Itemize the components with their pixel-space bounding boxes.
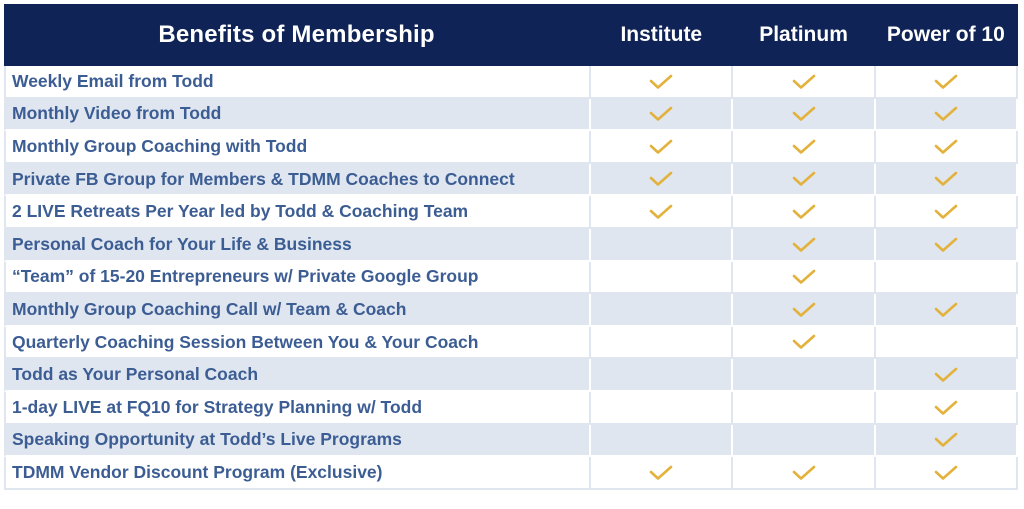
tier-cell-platinum bbox=[733, 229, 875, 262]
check-icon bbox=[934, 74, 958, 90]
tier-cell-platinum bbox=[733, 457, 875, 490]
table-row bbox=[4, 425, 1018, 458]
benefit-label: 1-day LIVE at FQ10 for Strategy Planning w/ Todd bbox=[4, 392, 591, 425]
table-row bbox=[4, 262, 1018, 295]
tier-cell-institute bbox=[591, 229, 733, 262]
check-icon bbox=[792, 237, 816, 253]
check-icon bbox=[934, 367, 958, 383]
check-icon bbox=[792, 465, 816, 481]
check-icon bbox=[934, 139, 958, 155]
tier-cell-power-of-10 bbox=[876, 457, 1018, 490]
benefit-label: “Team” of 15-20 Entrepreneurs w/ Private Google Group bbox=[4, 262, 591, 295]
check-icon bbox=[649, 74, 673, 90]
tier-header-institute: Institute bbox=[591, 4, 733, 66]
tier-cell-institute bbox=[591, 359, 733, 392]
tier-cell-institute bbox=[591, 294, 733, 327]
check-icon bbox=[792, 269, 816, 285]
benefit-label: Private FB Group for Members & TDMM Coaches to Connect bbox=[4, 164, 591, 197]
table-row bbox=[4, 457, 1018, 490]
tier-cell-power-of-10 bbox=[876, 262, 1018, 295]
tier-cell-platinum bbox=[733, 425, 875, 458]
benefit-label: Monthly Group Coaching Call w/ Team & Coach bbox=[4, 294, 591, 327]
tier-cell-power-of-10 bbox=[876, 131, 1018, 164]
tier-cell-institute bbox=[591, 131, 733, 164]
tier-cell-institute bbox=[591, 425, 733, 458]
benefit-label: Quarterly Coaching Session Between You & Your Coach bbox=[4, 327, 591, 360]
check-icon bbox=[934, 432, 958, 448]
benefit-label: Personal Coach for Your Life & Business bbox=[4, 229, 591, 262]
tier-cell-power-of-10 bbox=[876, 229, 1018, 262]
benefits-column-header: Benefits of Membership bbox=[4, 4, 591, 66]
tier-cell-platinum bbox=[733, 359, 875, 392]
table-row bbox=[4, 99, 1018, 132]
benefit-label: Monthly Video from Todd bbox=[4, 99, 591, 132]
tier-cell-power-of-10 bbox=[876, 196, 1018, 229]
tier-cell-power-of-10 bbox=[876, 164, 1018, 197]
tier-cell-platinum bbox=[733, 131, 875, 164]
tier-cell-power-of-10 bbox=[876, 392, 1018, 425]
tier-cell-platinum bbox=[733, 164, 875, 197]
tier-cell-platinum bbox=[733, 66, 875, 99]
check-icon bbox=[934, 204, 958, 220]
check-icon bbox=[792, 334, 816, 350]
tier-cell-institute bbox=[591, 457, 733, 490]
check-icon bbox=[649, 171, 673, 187]
check-icon bbox=[649, 204, 673, 220]
tier-cell-institute bbox=[591, 262, 733, 295]
check-icon bbox=[649, 139, 673, 155]
tier-cell-power-of-10 bbox=[876, 425, 1018, 458]
benefit-label: TDMM Vendor Discount Program (Exclusive) bbox=[4, 457, 591, 490]
table-row bbox=[4, 164, 1018, 197]
table-row bbox=[4, 392, 1018, 425]
tier-cell-platinum bbox=[733, 99, 875, 132]
check-icon bbox=[934, 302, 958, 318]
tier-cell-power-of-10 bbox=[876, 359, 1018, 392]
membership-benefits-table bbox=[4, 4, 1018, 490]
tier-cell-institute bbox=[591, 196, 733, 229]
check-icon bbox=[649, 106, 673, 122]
tier-cell-platinum bbox=[733, 327, 875, 360]
check-icon bbox=[792, 302, 816, 318]
tier-cell-institute bbox=[591, 392, 733, 425]
benefit-label: Speaking Opportunity at Todd’s Live Programs bbox=[4, 425, 591, 458]
benefit-label: Todd as Your Personal Coach bbox=[4, 359, 591, 392]
tier-cell-institute bbox=[591, 164, 733, 197]
tier-cell-platinum bbox=[733, 294, 875, 327]
tier-cell-institute bbox=[591, 66, 733, 99]
tier-cell-platinum bbox=[733, 262, 875, 295]
check-icon bbox=[792, 139, 816, 155]
tier-cell-power-of-10 bbox=[876, 294, 1018, 327]
table-row bbox=[4, 327, 1018, 360]
table-row bbox=[4, 66, 1018, 99]
tier-cell-power-of-10 bbox=[876, 66, 1018, 99]
tier-cell-institute bbox=[591, 327, 733, 360]
benefit-label: Weekly Email from Todd bbox=[4, 66, 591, 99]
table-row bbox=[4, 196, 1018, 229]
check-icon bbox=[792, 204, 816, 220]
check-icon bbox=[934, 106, 958, 122]
check-icon bbox=[792, 74, 816, 90]
check-icon bbox=[792, 106, 816, 122]
check-icon bbox=[934, 400, 958, 416]
tier-cell-power-of-10 bbox=[876, 327, 1018, 360]
tier-header-platinum: Platinum bbox=[733, 4, 875, 66]
table-body bbox=[4, 66, 1018, 490]
table-row bbox=[4, 359, 1018, 392]
check-icon bbox=[934, 237, 958, 253]
check-icon bbox=[649, 465, 673, 481]
tier-cell-power-of-10 bbox=[876, 99, 1018, 132]
benefit-label: Monthly Group Coaching with Todd bbox=[4, 131, 591, 164]
check-icon bbox=[792, 171, 816, 187]
check-icon bbox=[934, 171, 958, 187]
tier-cell-platinum bbox=[733, 392, 875, 425]
tier-header-power-of-10: Power of 10 bbox=[876, 4, 1018, 66]
tier-cell-platinum bbox=[733, 196, 875, 229]
benefit-label: 2 LIVE Retreats Per Year led by Todd & Coaching Team bbox=[4, 196, 591, 229]
check-icon bbox=[934, 465, 958, 481]
table-row bbox=[4, 229, 1018, 262]
table-header bbox=[4, 4, 1018, 66]
membership-benefits-table-wrapper bbox=[4, 4, 1018, 490]
table-row bbox=[4, 294, 1018, 327]
table-row bbox=[4, 131, 1018, 164]
tier-cell-institute bbox=[591, 99, 733, 132]
